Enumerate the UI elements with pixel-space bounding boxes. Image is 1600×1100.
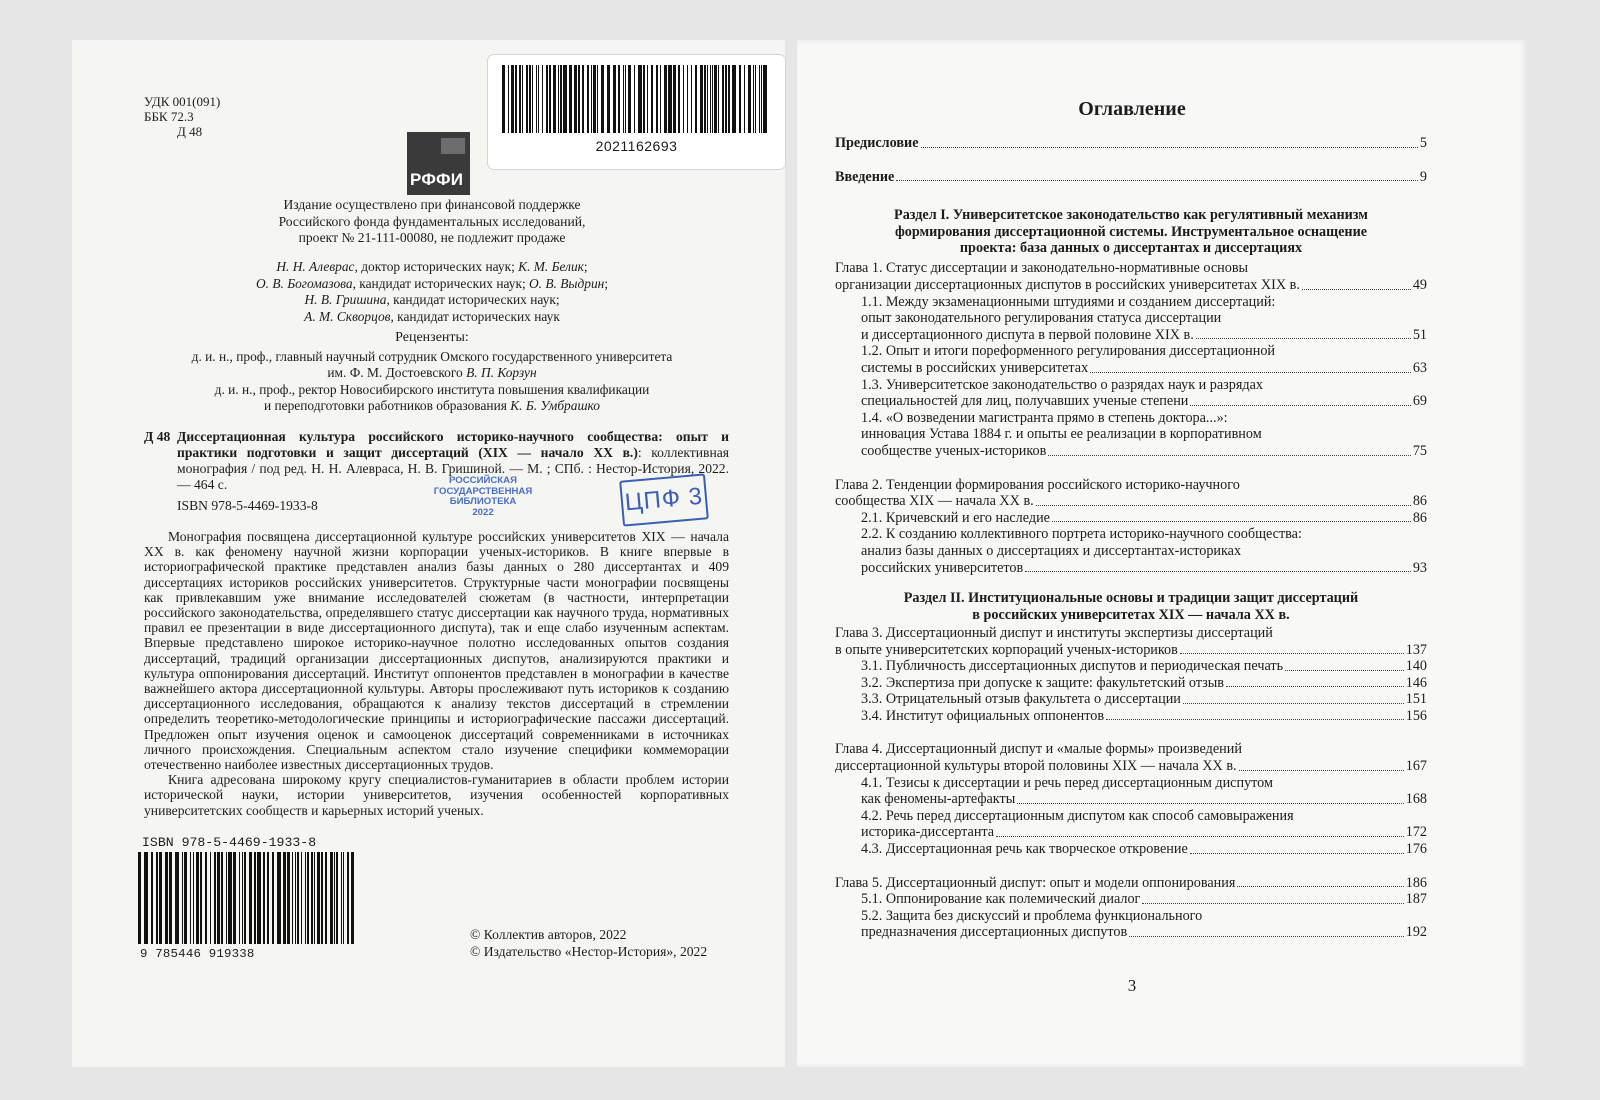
dot-leader xyxy=(1036,505,1411,506)
toc-entry-text: 3.1. Публичность диссертационных диспутов и периодическая печать xyxy=(861,658,1284,675)
left-page xyxy=(72,40,785,1067)
toc-page-number: 172 xyxy=(1405,824,1427,841)
copyright-line: © Издательство «Нестор-История», 2022 xyxy=(470,943,708,959)
toc-section-1 xyxy=(835,207,1427,256)
udk-line: УДК 001(091) xyxy=(144,94,221,109)
dot-leader xyxy=(996,836,1404,837)
dot-leader xyxy=(1239,770,1404,771)
dot-leader xyxy=(1190,405,1410,406)
dot-leader xyxy=(1196,338,1411,339)
isbn-barcode-label: ISBN 978-5-4469-1933-8 xyxy=(142,835,317,850)
toc-entry-text: диссертационной культуры второй половины XIX — начала XX в. xyxy=(835,758,1237,775)
stamp-line: БИБЛИОТЕКА xyxy=(449,496,517,507)
toc-page-number: 69 xyxy=(1412,393,1427,410)
toc-entry-text: российских университетов xyxy=(861,559,1024,576)
dot-leader xyxy=(896,180,1418,181)
toc-entry-4-2 xyxy=(835,808,1427,841)
reviewer-line xyxy=(152,398,712,415)
funding-line: Российского фонда фундаментальных исследований, xyxy=(278,213,586,229)
dot-leader xyxy=(1285,670,1404,671)
section-heading-line: в российских университетах XIX — начала XX в. xyxy=(972,606,1290,623)
dot-leader xyxy=(1226,686,1404,687)
toc-entry-3-1 xyxy=(835,658,1427,675)
toc-entry-text: Глава 4. Диссертационный диспут и «малые формы» произведений xyxy=(835,741,1242,758)
toc-entry-2-1 xyxy=(835,510,1427,527)
toc-entry-1-1 xyxy=(835,294,1427,344)
toc-entry-4-1 xyxy=(835,775,1427,808)
toc-page-number: 168 xyxy=(1405,791,1427,808)
author-mark: Д 48 xyxy=(177,124,203,139)
toc-entry-2-2 xyxy=(835,526,1427,576)
toc-page-number: 176 xyxy=(1405,841,1427,858)
reviewers-header: Рецензенты: xyxy=(395,330,469,345)
logo-mark-icon xyxy=(441,138,465,154)
toc-entry-text: 2.1. Кричевский и его наследие xyxy=(861,509,1050,526)
toc-entry-text: 4.2. Речь перед диссертационным диспутом как способ самовыражения xyxy=(861,807,1294,824)
toc-entry-1-3 xyxy=(835,377,1427,410)
dot-leader xyxy=(1048,455,1410,456)
reviewer-name: К. Б. Умбрашко xyxy=(510,398,601,413)
rffi-logo xyxy=(407,132,470,195)
reviewer-line: д. и. н., проф., главный научный сотрудник Омского государственного университета xyxy=(191,348,673,364)
dot-leader xyxy=(1183,703,1404,704)
toc-page-number: 140 xyxy=(1405,658,1427,675)
toc-page-number: 51 xyxy=(1412,326,1427,343)
section-heading-line: Раздел II. Институциональные основы и традиции защит диссертаций xyxy=(903,590,1359,607)
stamp-line: ГОСУДАРСТВЕННАЯ xyxy=(433,485,533,497)
toc-section-2 xyxy=(835,590,1427,623)
toc-page-number: 167 xyxy=(1405,758,1427,775)
toc-title: Оглавление xyxy=(1078,98,1186,120)
right-page xyxy=(797,40,1527,1067)
toc-page-number: 137 xyxy=(1405,641,1427,658)
toc-entry-text: системы в российских университетах xyxy=(861,359,1089,376)
author-degree: ; xyxy=(604,275,609,291)
toc-entry-chapter-1 xyxy=(835,260,1427,293)
toc-entry-text: 3.3. Отрицательный отзыв факультета о диссертации xyxy=(861,691,1181,708)
toc-entry-text: историка-диссертанта xyxy=(861,824,995,841)
author-name: О. В. Богомазова xyxy=(255,275,353,291)
dot-leader xyxy=(1142,903,1403,904)
abstract-paragraph: Монография посвящена диссертационной культуре российских университетов XIX — начала XX в. как феномену научной жизни корпорации ученых-историков. В книге впервые в историографической практике представлен анализ базы данных о 280 диссертантах и 409 диссертациях историков российских университетов. Структурные части монографии посвящены как привлекавшим уже внимание исследователей сюжетам (в частности, интерпретации российского законодательства, определявшего статус диссертации как научного труда, нормативных правил ее презентации в виде диссертационного диспута), так и еще слабо изученным аспектам. Впервые представлено широкое историко-научное полотно исследованных опытов создания диссертаций, традиций организации диссертационных диспутов, анализируются практики и культура оппонирования диссертаций. Институт оппонентов представлен в монографии в качестве важнейшего актора диссертационной культуры. Авторы прослеживают путь историков к созданию диссертационного исследования, обращаются к анализу текстов диссертаций в стремлении определить теоретико-методологические принципы и историографические пассажи диссертаций. Предложен опыт изучения оценок и самооценок диссертаций современниками в источниках личного происхождения. Специальным аспектом стало изучение специфики коммеморации отечественно наиболее известных диссертационных трудов. xyxy=(144,529,729,773)
dot-leader xyxy=(1090,372,1411,373)
section-heading-line: формирования диссертационной системы. Инструментальное оснащение xyxy=(894,223,1368,240)
barcode-top-icon xyxy=(502,65,770,135)
toc-entry-text: анализ базы данных о диссертациях и диссертантах-историках xyxy=(861,542,1242,559)
toc-entry-3-4 xyxy=(835,708,1427,725)
toc-page-number: 192 xyxy=(1405,924,1427,941)
toc-entry-text: в опыте университетских корпораций ученых-историков xyxy=(835,641,1178,658)
author-name: К. М. Белик xyxy=(518,259,584,274)
dot-leader xyxy=(1237,886,1403,887)
stamp-line: 2022 xyxy=(472,506,494,518)
author-name: О. В. Выдрин xyxy=(529,275,605,291)
reviewer-name: В. П. Корзун xyxy=(466,365,537,380)
toc-page-number: 86 xyxy=(1412,509,1427,526)
toc-entry-text: Глава 5. Диссертационный диспут: опыт и модели оппонирования xyxy=(835,874,1236,891)
dot-leader xyxy=(1302,289,1411,290)
authors-line xyxy=(152,259,712,276)
toc-entry-text: предназначения диссертационных диспутов xyxy=(861,924,1128,941)
toc-page-number: 9 xyxy=(1419,168,1427,185)
authors-list xyxy=(152,259,712,325)
toc-entry-4-3 xyxy=(835,841,1427,858)
toc-page-number: 49 xyxy=(1412,277,1427,293)
toc-entry-text: специальностей для лиц, получавших ученые степени xyxy=(861,393,1189,410)
toc-page-number: 63 xyxy=(1412,359,1427,376)
toc-entry-text: Введение xyxy=(835,168,895,185)
page-number: 3 xyxy=(1127,976,1137,995)
toc-entry-text: как феномены-артефакты xyxy=(861,791,1016,808)
toc-entry-text: 5.1. Оппонирование как полемический диалог xyxy=(861,891,1141,908)
section-heading-line: Раздел I. Университетское законодательство как регулятивный механизм xyxy=(894,207,1368,224)
toc-entry-chapter-2 xyxy=(835,477,1427,510)
toc-entry-intro xyxy=(835,169,1427,186)
rffi-logo-text: РФФИ xyxy=(410,170,464,189)
toc-entry-text: 1.2. Опыт и итоги пореформенного регулирования диссертационной xyxy=(861,343,1276,360)
author-degree: ; xyxy=(583,259,588,274)
isbn-barcode-icon xyxy=(138,852,358,948)
toc-entry-text: 1.4. «О возведении магистранта прямо в степень доктора...»: xyxy=(861,409,1228,426)
toc-entry-text: 3.4. Институт официальных оппонентов xyxy=(861,707,1105,724)
toc-page-number: 151 xyxy=(1405,691,1427,708)
toc-entry-text: 3.2. Экспертиза при допуске к защите: факультетский отзыв xyxy=(861,674,1224,691)
reviewer-affiliation: им. Ф. М. Достоевского xyxy=(327,365,467,380)
authors-line xyxy=(152,276,712,293)
toc-entry-5-2 xyxy=(835,908,1427,941)
dot-leader xyxy=(1106,719,1404,720)
author-degree: , кандидат исторических наук; xyxy=(352,275,530,291)
toc-page-number: 5 xyxy=(1419,135,1427,151)
bbk-line: ББК 72.3 xyxy=(144,109,194,124)
author-degree: , кандидат исторических наук xyxy=(390,308,560,324)
toc-entry-3-3 xyxy=(835,691,1427,708)
toc-entry-text: опыт законодательного регулирования статуса диссертации xyxy=(861,310,1222,327)
reviewer-line xyxy=(152,365,712,382)
dot-leader xyxy=(1017,803,1403,804)
ean-digits: 9 785446 919338 xyxy=(140,947,255,961)
abstract xyxy=(144,529,729,818)
funding-line: Издание осуществлено при финансовой поддержке xyxy=(283,197,581,212)
toc-entry-text: и диссертационного диспута в первой половине XIX в. xyxy=(861,326,1194,343)
toc-entry-text: 1.1. Между экзаменационными штудиями и созданием диссертаций: xyxy=(861,293,1276,310)
dot-leader xyxy=(1180,653,1404,654)
dot-leader xyxy=(1190,853,1404,854)
author-name: Н. Н. Алеврас xyxy=(276,259,355,274)
toc-entry-text: 2.2. К созданию коллективного портрета историко-научного сообщества: xyxy=(861,526,1302,543)
toc-entry-chapter-4 xyxy=(835,741,1427,774)
abstract-paragraph: Книга адресована широкому кругу специалистов-гуманитариев в области проблем истории исторической науки, истории университетов, изучения особенностей корпоративных университетских сообществ и карьерных историй ученых. xyxy=(144,772,729,818)
toc-entry-text: инновация Устава 1884 г. и опыты ее реализации в корпоративном xyxy=(861,426,1262,443)
funding-line: проект № 21-111-00080, не подлежит продаже xyxy=(298,230,566,245)
toc-entry-text: 4.1. Тезисы к диссертации и речь перед диссертационным диспутом xyxy=(861,774,1273,791)
library-stamp xyxy=(417,476,549,518)
section-heading-line: проекта: база данных о диссертантах и диссертациях xyxy=(959,240,1303,256)
toc-entry-text: Глава 1. Статус диссертации и законодательно-нормативные основы xyxy=(835,260,1249,277)
toc-entry-3-2 xyxy=(835,675,1427,692)
toc-page-number: 186 xyxy=(1405,874,1427,891)
library-barcode-sticker xyxy=(487,54,786,170)
copyright-block xyxy=(470,927,707,960)
isbn-line: ISBN 978-5-4469-1933-8 xyxy=(177,498,318,513)
toc-entry-chapter-3 xyxy=(835,625,1427,658)
toc-entry-text: Глава 2. Тенденции формирования российского историко-научного xyxy=(835,476,1240,493)
table-of-contents xyxy=(835,133,1427,941)
author-degree: , доктор исторических наук; xyxy=(354,259,519,274)
toc-entry-text: Глава 3. Диссертационный диспут и институты экспертизы диссертаций xyxy=(835,624,1273,641)
toc-entry-text: 4.3. Диссертационная речь как творческое откровение xyxy=(861,841,1188,858)
authors-line xyxy=(152,309,712,326)
cpf-stamp: ЦПФ 3 xyxy=(619,473,709,526)
toc-entry-text: сообществе ученых-историков xyxy=(861,442,1047,459)
dot-leader xyxy=(1052,521,1411,522)
barcode-number: 2021162693 xyxy=(595,138,678,154)
toc-page-number: 75 xyxy=(1412,442,1427,459)
funding-note xyxy=(152,197,712,247)
toc-entry-text: сообщества XIX — начала XX в. xyxy=(835,493,1034,510)
catalog-title: Диссертационная культура российского историко-научного сообщества: опыт и практики подготовки и защит диссертаций (XIX — начало XX в.) xyxy=(177,429,729,460)
udk-block xyxy=(144,94,220,139)
reviewer-affiliation: и переподготовки работников образования xyxy=(263,398,511,413)
reviewers-block xyxy=(152,330,712,415)
copyright-line: © Коллектив авторов, 2022 xyxy=(470,927,627,942)
toc-page-number: 187 xyxy=(1405,891,1427,908)
toc-entry-text: организации диссертационных диспутов в российских университетах XIX в. xyxy=(835,277,1300,293)
stamp-line: РОССИЙСКАЯ xyxy=(449,475,517,486)
toc-entry-preface xyxy=(835,135,1427,152)
catalog-imprint: : коллективная монография / под ред. Н. Н. Алевраса, Н. В. Гришиной. — М. ; СПб. : Нестор-История, 2022. — 464 с. xyxy=(177,445,730,492)
toc-entry-1-2 xyxy=(835,343,1427,376)
toc-entry-5-1 xyxy=(835,891,1427,908)
toc-entry-chapter-5 xyxy=(835,875,1427,892)
toc-page-number: 146 xyxy=(1405,674,1427,691)
toc-entry-text: 1.3. Университетское законодательство о разрядах наук и разрядах xyxy=(861,376,1264,393)
toc-entry-1-4 xyxy=(835,410,1427,460)
reviewer-line: д. и. н., проф., ректор Новосибирского института повышения квалификации xyxy=(214,381,650,397)
author-degree: , кандидат исторических наук; xyxy=(386,292,560,307)
toc-page-number: 156 xyxy=(1405,707,1427,724)
author-name: А. М. Скворцов xyxy=(304,308,391,324)
authors-line xyxy=(152,292,712,309)
toc-page-number: 86 xyxy=(1412,493,1427,510)
toc-entry-text: 5.2. Защита без дискуссий и проблема функционального xyxy=(861,907,1203,924)
dot-leader xyxy=(1025,571,1411,572)
toc-entry-text: Предисловие xyxy=(835,135,919,151)
catalog-code: Д 48 xyxy=(144,429,171,444)
author-name: Н. В. Гришина xyxy=(304,292,387,307)
dot-leader xyxy=(1129,936,1404,937)
toc-page-number: 93 xyxy=(1412,559,1427,576)
dot-leader xyxy=(921,147,1418,148)
